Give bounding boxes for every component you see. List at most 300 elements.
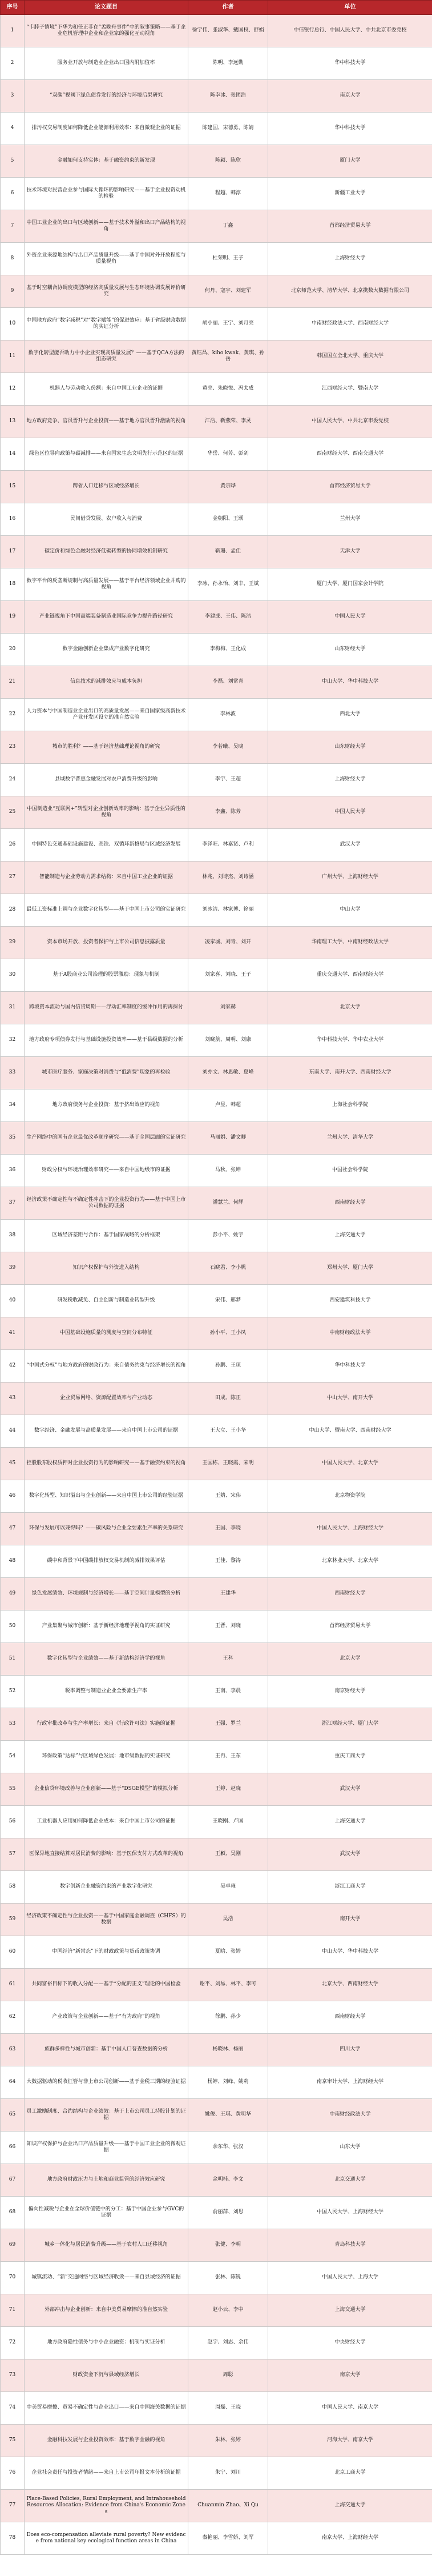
cell-title: 县域数字普惠金融发展对农户消费升级的影响 xyxy=(25,764,188,796)
cell-title: 民间借贷发展、农户收入与消费 xyxy=(25,503,188,536)
cell-affiliation: 韩国国立全北大学、重庆大学 xyxy=(268,340,432,373)
cell-affiliation: 中南财经政法大学 xyxy=(268,2099,432,2132)
cell-number: 1 xyxy=(1,15,25,47)
cell-authors: 李鑫、陈芳 xyxy=(188,796,268,829)
cell-number: 61 xyxy=(1,1969,25,2001)
cell-affiliation: 北京大学 xyxy=(268,992,432,1024)
cell-number: 46 xyxy=(1,1480,25,1513)
cell-authors: 宋伟、邢梦 xyxy=(188,1285,268,1317)
cell-title: 中美贸易摩擦、贸易不确定性与企业出口——来自中国海关数据的证据 xyxy=(25,2392,188,2425)
cell-title: 地方政府债务与企业投资：基于挤出效应的视角 xyxy=(25,1089,188,1122)
cell-number: 41 xyxy=(1,1317,25,1350)
table-row xyxy=(1,959,432,992)
cell-authors: 黄钰昌、kiho kwak、黄琪、孙岳 xyxy=(188,340,268,373)
cell-number: 42 xyxy=(1,1350,25,1383)
cell-authors: 李林波 xyxy=(188,699,268,731)
cell-number: 30 xyxy=(1,959,25,992)
cell-affiliation: 厦门大学 xyxy=(268,145,432,178)
cell-number: 22 xyxy=(1,699,25,731)
table-row xyxy=(1,2457,432,2490)
cell-authors: 王建华 xyxy=(188,1578,268,1610)
table-row xyxy=(1,2359,432,2392)
cell-authors: 刘家赫 xyxy=(188,992,268,1024)
cell-number: 31 xyxy=(1,992,25,1024)
cell-title: 金融科技发展与企业投资效率：基于数字金融的视角 xyxy=(25,2425,188,2457)
cell-authors: 田成、陈正 xyxy=(188,1383,268,1415)
cell-number: 13 xyxy=(1,406,25,438)
cell-affiliation: 中山大学、华中科技大学 xyxy=(268,666,432,699)
cell-title: 城市医疗服务、家庭决策对消费与“低消费”现象的再检验 xyxy=(25,1057,188,1089)
cell-number: 67 xyxy=(1,2164,25,2197)
cell-affiliation: 上海交通大学 xyxy=(268,2294,432,2327)
cell-authors: 李磊、刘常青 xyxy=(188,666,268,699)
cell-title: 中国经济“新常态”下的财政政策与货币政策协调 xyxy=(25,1936,188,1969)
cell-authors: 朱宁、刘川 xyxy=(188,2457,268,2490)
table-row xyxy=(1,2066,432,2099)
cell-affiliation: 西安建筑科技大学 xyxy=(268,1285,432,1317)
cell-number: 21 xyxy=(1,666,25,699)
cell-affiliation: 中山大学、南开大学 xyxy=(268,1383,432,1415)
cell-title: 数字金融创新企业集成产业数字化研究 xyxy=(25,634,188,666)
table-row xyxy=(1,1545,432,1578)
header-authors: 作者 xyxy=(188,1,268,15)
cell-authors: 彭小平、姚宇 xyxy=(188,1220,268,1252)
cell-title: Place-Based Policies, Rural Employment, and Intrahousehold Resources Allocation: Evidence from China's Economic Zones xyxy=(25,2490,188,2522)
table-row xyxy=(1,1969,432,2001)
cell-number: 74 xyxy=(1,2392,25,2425)
cell-authors: 张林、陈锐 xyxy=(188,2262,268,2294)
cell-authors: 李宇、王超 xyxy=(188,764,268,796)
cell-affiliation: 重庆交通大学、西南财经大学 xyxy=(268,959,432,992)
table-row xyxy=(1,373,432,406)
cell-title: 偏向性减税与企业在全球价值链中的分工：基于中国企业参与GVC的证据 xyxy=(25,2197,188,2229)
cell-affiliation: 华中科技大学 xyxy=(268,1350,432,1383)
table-row xyxy=(1,1904,432,1936)
cell-affiliation: 上海交通大学 xyxy=(268,1806,432,1838)
cell-number: 5 xyxy=(1,145,25,178)
cell-affiliation: 中国人民大学 xyxy=(268,796,432,829)
cell-authors: 王颖、吴刚 xyxy=(188,1838,268,1871)
cell-authors: 卢昱、韩超 xyxy=(188,1089,268,1122)
cell-affiliation: 中国人民大学、北京大学 xyxy=(268,1448,432,1480)
table-row xyxy=(1,2294,432,2327)
table-row xyxy=(1,1285,432,1317)
cell-authors: 余明桂、李文 xyxy=(188,2164,268,2197)
cell-authors: 王晓刚、卢国 xyxy=(188,1806,268,1838)
cell-affiliation: 中国人民大学 xyxy=(268,601,432,634)
table-row xyxy=(1,796,432,829)
cell-title: 经济政策不确定性与企业投资——基于中国家庭金融调查（CHFS）的数据 xyxy=(25,1904,188,1936)
cell-title: 财政资金下沉与县域经济增长 xyxy=(25,2359,188,2392)
table-row xyxy=(1,1024,432,1057)
cell-title: 大数据驱动的税收征管与非上市公司创新——基于金税三期的经验证据 xyxy=(25,2066,188,2099)
cell-affiliation: 中山大学、华中科技大学 xyxy=(268,1936,432,1969)
cell-affiliation: 南京大学 xyxy=(268,2359,432,2392)
cell-affiliation: 上海交通大学 xyxy=(268,2490,432,2522)
cell-affiliation: 西南财经大学、西南交通大学 xyxy=(268,438,432,471)
table-row xyxy=(1,601,432,634)
cell-number: 68 xyxy=(1,2197,25,2229)
table-row xyxy=(1,731,432,764)
cell-authors: 谢平、刘易、林平、李可 xyxy=(188,1969,268,2001)
cell-authors: 孙鹏、王琼 xyxy=(188,1350,268,1383)
cell-authors: 赵宇、刘志、余伟 xyxy=(188,2327,268,2359)
table-row xyxy=(1,927,432,959)
cell-affiliation: 武汉大学 xyxy=(268,1773,432,1806)
table-row xyxy=(1,2132,432,2164)
cell-affiliation: 兰州大学 xyxy=(268,503,432,536)
table-row xyxy=(1,308,432,340)
cell-authors: 程超、韩淳 xyxy=(188,178,268,210)
cell-number: 55 xyxy=(1,1773,25,1806)
table-row xyxy=(1,1187,432,1220)
cell-title: 服务业开放与制造业企业出口国内附加值率 xyxy=(25,47,188,80)
table-row xyxy=(1,1773,432,1806)
cell-affiliation: 上海财经大学 xyxy=(268,243,432,275)
cell-title: 最低工资标准上调与企业数字化转型——基于中国上市公司的实证研究 xyxy=(25,894,188,927)
cell-authors: 王科 xyxy=(188,1643,268,1676)
cell-title: 基于时空耦合协调度模型的经济高质量发展与生态环境协调发展评价研究 xyxy=(25,275,188,308)
cell-title: 中国特色交通基础设施建设、高铁、双循环新格局与区域经济发展 xyxy=(25,829,188,862)
cell-authors: 何丹、寇宇、刘建军 xyxy=(188,275,268,308)
cell-number: 9 xyxy=(1,275,25,308)
cell-authors: 丁鑫 xyxy=(188,210,268,243)
cell-title: 医保异地直接结算对居民消费的影响：基于医保支付方式改革的视角 xyxy=(25,1838,188,1871)
cell-affiliation: 北京大学 xyxy=(268,1643,432,1676)
cell-number: 40 xyxy=(1,1285,25,1317)
cell-number: 36 xyxy=(1,1155,25,1187)
cell-number: 71 xyxy=(1,2294,25,2327)
header-title: 论文题目 xyxy=(25,1,188,15)
cell-title: 中国工业企业的出口与区域创新——基于技术外溢和出口产品结构的视角 xyxy=(25,210,188,243)
cell-title: 外资企业来源地结构与出口产品质量升级——基于中国对外开放程度与质量视角 xyxy=(25,243,188,275)
cell-authors: 马秋、张坤 xyxy=(188,1155,268,1187)
cell-title: 族群多样性与城市创新：基于中国人口普查数据的分析 xyxy=(25,2034,188,2066)
cell-authors: 王国栋、王晓霞、宋明 xyxy=(188,1448,268,1480)
cell-authors: 石晓君、李小帆 xyxy=(188,1252,268,1285)
cell-authors: 周聪 xyxy=(188,2359,268,2392)
cell-title: 跨省人口迁移与区域经济增长 xyxy=(25,471,188,503)
cell-number: 12 xyxy=(1,373,25,406)
cell-title: 智能制造与企业劳动力需求结构：来自中国工业企业的证据 xyxy=(25,862,188,894)
cell-title: 控股股东股权质押对企业投资行为的影响研究——基于融资约束的视角 xyxy=(25,1448,188,1480)
cell-title: 排污权交易制度如何降低企业能源利用效率：来自微观企业的证据 xyxy=(25,113,188,145)
cell-authors: 刘晓航、周明、刘康 xyxy=(188,1024,268,1057)
cell-authors: 赵小云、李中 xyxy=(188,2294,268,2327)
table-row xyxy=(1,145,432,178)
cell-number: 20 xyxy=(1,634,25,666)
cell-number: 29 xyxy=(1,927,25,959)
table-row xyxy=(1,1806,432,1838)
cell-authors: 黄宗晔 xyxy=(188,471,268,503)
cell-affiliation: 华中科技大学 xyxy=(268,47,432,80)
cell-title: 数字化转型、知识溢出与企业创新——来自中国上市公司的经验证据 xyxy=(25,1480,188,1513)
cell-title: “双碳”视阈下绿色债券发行的经济与环境后果研究 xyxy=(25,80,188,113)
cell-number: 25 xyxy=(1,796,25,829)
table-row xyxy=(1,113,432,145)
table-row xyxy=(1,1317,432,1350)
cell-title: “中国式分权”与地方政府的财政行为：来自债务约束与经济增长的视角 xyxy=(25,1350,188,1383)
cell-number: 45 xyxy=(1,1448,25,1480)
cell-authors: 俞丽萍、刘思 xyxy=(188,2197,268,2229)
cell-title: Does eco-compensation alleviate rural poverty? New evidence from national key ecological function areas in China xyxy=(25,2522,188,2555)
cell-affiliation: 南开大学 xyxy=(268,1904,432,1936)
cell-title: 碳中和背景下中国碳排放权交易机制的减排效果评估 xyxy=(25,1545,188,1578)
cell-affiliation: 重庆工商大学 xyxy=(268,1741,432,1773)
table-row xyxy=(1,243,432,275)
cell-number: 78 xyxy=(1,2522,25,2555)
cell-authors: 吴浩 xyxy=(188,1904,268,1936)
cell-title: 数字经济、金融发展与高质量发展——来自中国上市公司的证据 xyxy=(25,1415,188,1448)
cell-authors: 吴卓雍 xyxy=(188,1871,268,1904)
cell-title: 知识产权保护与企业出口产品质量升级——基于中国工业企业的微观证据 xyxy=(25,2132,188,2164)
cell-number: 56 xyxy=(1,1806,25,1838)
cell-authors: 金朝阳、王颂 xyxy=(188,503,268,536)
cell-number: 4 xyxy=(1,113,25,145)
cell-affiliation: 中南财经政法大学 xyxy=(268,1317,432,1350)
cell-title: 共同富裕目标下的收入分配——基于“分配的正义”理论的中国检验 xyxy=(25,1969,188,2001)
cell-number: 47 xyxy=(1,1513,25,1545)
cell-affiliation: 上海交通大学 xyxy=(268,1220,432,1252)
cell-authors: 王大立、王小华 xyxy=(188,1415,268,1448)
cell-affiliation: 浙江财经大学、厦门大学 xyxy=(268,1708,432,1741)
cell-title: 碳定价和绿色金融对经济低碳转型的协同增效机制研究 xyxy=(25,536,188,568)
cell-affiliation: 中山大学 xyxy=(268,894,432,927)
cell-affiliation: 中山大学、暨南大学、西南财经大学 xyxy=(268,1415,432,1448)
cell-affiliation: 首都经济贸易大学 xyxy=(268,1610,432,1643)
table-row xyxy=(1,80,432,113)
cell-number: 50 xyxy=(1,1610,25,1643)
cell-authors: 周磊、王晓 xyxy=(188,2392,268,2425)
table-row xyxy=(1,2164,432,2197)
cell-number: 16 xyxy=(1,503,25,536)
table-row xyxy=(1,2034,432,2066)
cell-number: 3 xyxy=(1,80,25,113)
table-row xyxy=(1,2262,432,2294)
cell-title: 环保与发展可以兼得吗？——碳风险与企业全要素生产率的关系研究 xyxy=(25,1513,188,1545)
cell-authors: 黄亮、朱晓悦、冯太成 xyxy=(188,373,268,406)
cell-authors: 张健、李明 xyxy=(188,2229,268,2262)
cell-title: 数字化转型能否助力中小企业实现高质量发展？——基于QCA方法的组态研究 xyxy=(25,340,188,373)
cell-title: 信息技术的减排效应与成本负担 xyxy=(25,666,188,699)
cell-authors: 李冰、孙永怡、刘丰、王斌 xyxy=(188,568,268,601)
cell-affiliation: 四川大学 xyxy=(268,2034,432,2066)
cell-number: 49 xyxy=(1,1578,25,1610)
cell-title: 金融如何支持实体：基于融资约束的新发现 xyxy=(25,145,188,178)
cell-authors: 刘冰洁、林家博、徐丽 xyxy=(188,894,268,927)
cell-affiliation: 厦门大学、厦门国家会计学院 xyxy=(268,568,432,601)
table-row xyxy=(1,829,432,862)
table-row xyxy=(1,1350,432,1383)
cell-number: 63 xyxy=(1,2034,25,2066)
cell-authors: 李泽旺、林嘉贤、卢利 xyxy=(188,829,268,862)
cell-affiliation: 河海大学、南京大学 xyxy=(268,2425,432,2457)
cell-number: 32 xyxy=(1,1024,25,1057)
cell-affiliation: 西南财经大学 xyxy=(268,2001,432,2034)
cell-title: 外部冲击与企业创新：来自中美贸易摩擦的准自然实验 xyxy=(25,2294,188,2327)
cell-authors: 王国、李晓 xyxy=(188,1513,268,1545)
cell-authors: 李若曦、吴晓 xyxy=(188,731,268,764)
cell-affiliation: 中国社会科学院 xyxy=(268,1155,432,1187)
cell-number: 70 xyxy=(1,2262,25,2294)
cell-number: 58 xyxy=(1,1871,25,1904)
table-row xyxy=(1,1383,432,1415)
cell-affiliation: 上海社会科学院 xyxy=(268,1089,432,1122)
cell-authors: 胡小丽、王宁、刘月亮 xyxy=(188,308,268,340)
cell-title: 研发税收减免、自主创新与制造业转型升级 xyxy=(25,1285,188,1317)
cell-title: 人力资本与中国制造业企业出口的高质量发展——来自国家级高新技术产业开发区设立的准自然实验 xyxy=(25,699,188,731)
cell-affiliation: 北京交通大学 xyxy=(268,2164,432,2197)
cell-authors: 孙小平、王小凤 xyxy=(188,1317,268,1350)
cell-affiliation: 南京大学 xyxy=(268,80,432,113)
table-row xyxy=(1,1480,432,1513)
table-row xyxy=(1,2425,432,2457)
cell-title: 财政分权与环境治理效率研究——来自中国地级市的证据 xyxy=(25,1155,188,1187)
cell-title: 企业社会责任与投资者情绪——来自上市公司年报文本分析的证据 xyxy=(25,2457,188,2490)
cell-affiliation: 东南大学、南开大学、西南财经大学 xyxy=(268,1057,432,1089)
cell-number: 27 xyxy=(1,862,25,894)
table-row xyxy=(1,1578,432,1610)
cell-title: 工业机器人应用如何降低企业成本：来自中国上市公司的证据 xyxy=(25,1806,188,1838)
cell-authors: 夏晗、张婷 xyxy=(188,1936,268,1969)
cell-number: 52 xyxy=(1,1676,25,1708)
table-row xyxy=(1,275,432,308)
table-row xyxy=(1,1448,432,1480)
cell-title: 中国制造业“互联网+”转型对企业创新效率的影响：基于企业异质性的视角 xyxy=(25,796,188,829)
table-row xyxy=(1,666,432,699)
table-row xyxy=(1,2099,432,2132)
table-row xyxy=(1,2522,432,2555)
cell-authors: 王佳、黎涛 xyxy=(188,1545,268,1578)
cell-title: 绿色发展绩效、环境规制与经济增长——基于空间计量模型的分析 xyxy=(25,1578,188,1610)
cell-affiliation: 广州大学、上海财经大学 xyxy=(268,862,432,894)
cell-title: 地方政府竞争、官员晋升与企业投资——基于地方官员晋升激励的视角 xyxy=(25,406,188,438)
table-row xyxy=(1,178,432,210)
cell-authors: 朱林、张婷 xyxy=(188,2425,268,2457)
table-row xyxy=(1,2001,432,2034)
cell-authors: 秦艳丽、李雪娇、刘军 xyxy=(188,2522,268,2555)
header-affiliation: 单位 xyxy=(268,1,432,15)
cell-title: 中国基础设施质量的测度与空间分布特征 xyxy=(25,1317,188,1350)
cell-affiliation: 南京财经大学 xyxy=(268,1676,432,1708)
cell-authors: 刘亦文、林思敏、夏峰 xyxy=(188,1057,268,1089)
cell-number: 17 xyxy=(1,536,25,568)
cell-authors: 陈明、李远勤 xyxy=(188,47,268,80)
cell-number: 64 xyxy=(1,2066,25,2099)
cell-title: 基于A股商业公司治理的股票激励：现象与机制 xyxy=(25,959,188,992)
cell-number: 43 xyxy=(1,1383,25,1415)
cell-authors: 杨婷、刘峰、姚莉 xyxy=(188,2066,268,2099)
cell-number: 26 xyxy=(1,829,25,862)
table-row xyxy=(1,1155,432,1187)
table-row xyxy=(1,2392,432,2425)
table-row xyxy=(1,1741,432,1773)
cell-authors: 姚俊、王琪、黄明华 xyxy=(188,2099,268,2132)
cell-title: “卡脖子情境”下华为和任正非在“孟晚舟事件”中的叙事策略——基于企业危机管理中企业和企业家的强化互动视角 xyxy=(25,15,188,47)
cell-affiliation: 山东财经大学 xyxy=(268,731,432,764)
cell-authors: 林兆、刘诗杰、刘诗涵 xyxy=(188,862,268,894)
cell-authors: 李梅梅、王化成 xyxy=(188,634,268,666)
cell-number: 38 xyxy=(1,1220,25,1252)
cell-affiliation: 兰州大学、清华大学 xyxy=(268,1122,432,1155)
cell-title: 城市的胜利？——基于经济基础理论视角的研究 xyxy=(25,731,188,764)
cell-number: 33 xyxy=(1,1057,25,1089)
cell-affiliation: 首都经济贸易大学 xyxy=(268,210,432,243)
cell-affiliation: 华中科技大学 xyxy=(268,113,432,145)
table-row xyxy=(1,210,432,243)
cell-affiliation: 首都经济贸易大学 xyxy=(268,471,432,503)
cell-number: 7 xyxy=(1,210,25,243)
cell-authors: 刘家喜、刘晓、王子 xyxy=(188,959,268,992)
cell-affiliation: 中国人民大学、上海财经大学 xyxy=(268,2197,432,2229)
table-row xyxy=(1,2490,432,2522)
table-row xyxy=(1,634,432,666)
table-row xyxy=(1,1122,432,1155)
cell-number: 23 xyxy=(1,731,25,764)
cell-number: 44 xyxy=(1,1415,25,1448)
cell-number: 6 xyxy=(1,178,25,210)
cell-title: 知识产权保护与外资进入结构 xyxy=(25,1252,188,1285)
table-row xyxy=(1,406,432,438)
table-row xyxy=(1,2327,432,2359)
cell-title: 城镇流动、“新”交通网络与区域经济收敛——来自县域经济的证据 xyxy=(25,2262,188,2294)
cell-title: 区域经济差距与合作：基于国家战略的分析框架 xyxy=(25,1220,188,1252)
cell-number: 39 xyxy=(1,1252,25,1285)
cell-number: 73 xyxy=(1,2359,25,2392)
cell-authors: 杜荣明、王子 xyxy=(188,243,268,275)
table-row xyxy=(1,1415,432,1448)
cell-number: 14 xyxy=(1,438,25,471)
cell-authors: Chuanmin Zhao、Xi Qu xyxy=(188,2490,268,2522)
cell-authors: 徐宁伟、张淑华、戴国权、舒娟 xyxy=(188,15,268,47)
cell-number: 2 xyxy=(1,47,25,80)
cell-title: 地方政府专项债券发行与基础设施投资效率——基于县级数据的分析 xyxy=(25,1024,188,1057)
cell-number: 59 xyxy=(1,1904,25,1936)
cell-title: 机器人与劳动收入份额：来自中国工业企业的证据 xyxy=(25,373,188,406)
cell-title: 经济政策不确定性与不确定性冲击下的企业投资行为——基于中国上市公司数据的证据 xyxy=(25,1187,188,1220)
cell-number: 77 xyxy=(1,2490,25,2522)
cell-affiliation: 中国人民大学、上海大学 xyxy=(268,2262,432,2294)
cell-authors: 王婧、宋伟 xyxy=(188,1480,268,1513)
cell-number: 75 xyxy=(1,2425,25,2457)
cell-number: 15 xyxy=(1,471,25,503)
cell-affiliation: 华中科技大学、华中农业大学 xyxy=(268,1024,432,1057)
cell-number: 10 xyxy=(1,308,25,340)
cell-authors: 华岳、何芳、彭剑 xyxy=(188,438,268,471)
table-row xyxy=(1,862,432,894)
cell-number: 66 xyxy=(1,2132,25,2164)
cell-authors: 王晋、刘晓 xyxy=(188,1610,268,1643)
table-row xyxy=(1,47,432,80)
table-row xyxy=(1,438,432,471)
cell-affiliation: 北京物资学院 xyxy=(268,1480,432,1513)
cell-affiliation: 中信银行总行、中国人民大学、中共北京市委党校 xyxy=(268,15,432,47)
cell-title: 生产网络中的国有企业最优改革顺序研究——基于全国层面的实证研究 xyxy=(25,1122,188,1155)
cell-authors: 马丽娟、潘文卿 xyxy=(188,1122,268,1155)
cell-affiliation: 郑州大学、厦门大学 xyxy=(268,1252,432,1285)
cell-title: 城乡一体化与居民消费升级——基于农村人口迁移视角 xyxy=(25,2229,188,2262)
cell-title: 资本市场开放、投资者保护与上市公司信息披露质量 xyxy=(25,927,188,959)
cell-title: 产业集聚与城市创新：基于新经济地理学视角的实证研究 xyxy=(25,1610,188,1643)
cell-affiliation: 山东财经大学 xyxy=(268,634,432,666)
cell-number: 76 xyxy=(1,2457,25,2490)
cell-number: 37 xyxy=(1,1187,25,1220)
cell-number: 19 xyxy=(1,601,25,634)
cell-affiliation: 华南理工大学、中南财经政法大学 xyxy=(268,927,432,959)
cell-number: 11 xyxy=(1,340,25,373)
cell-number: 72 xyxy=(1,2327,25,2359)
cell-affiliation: 江西财经大学、暨南大学 xyxy=(268,373,432,406)
